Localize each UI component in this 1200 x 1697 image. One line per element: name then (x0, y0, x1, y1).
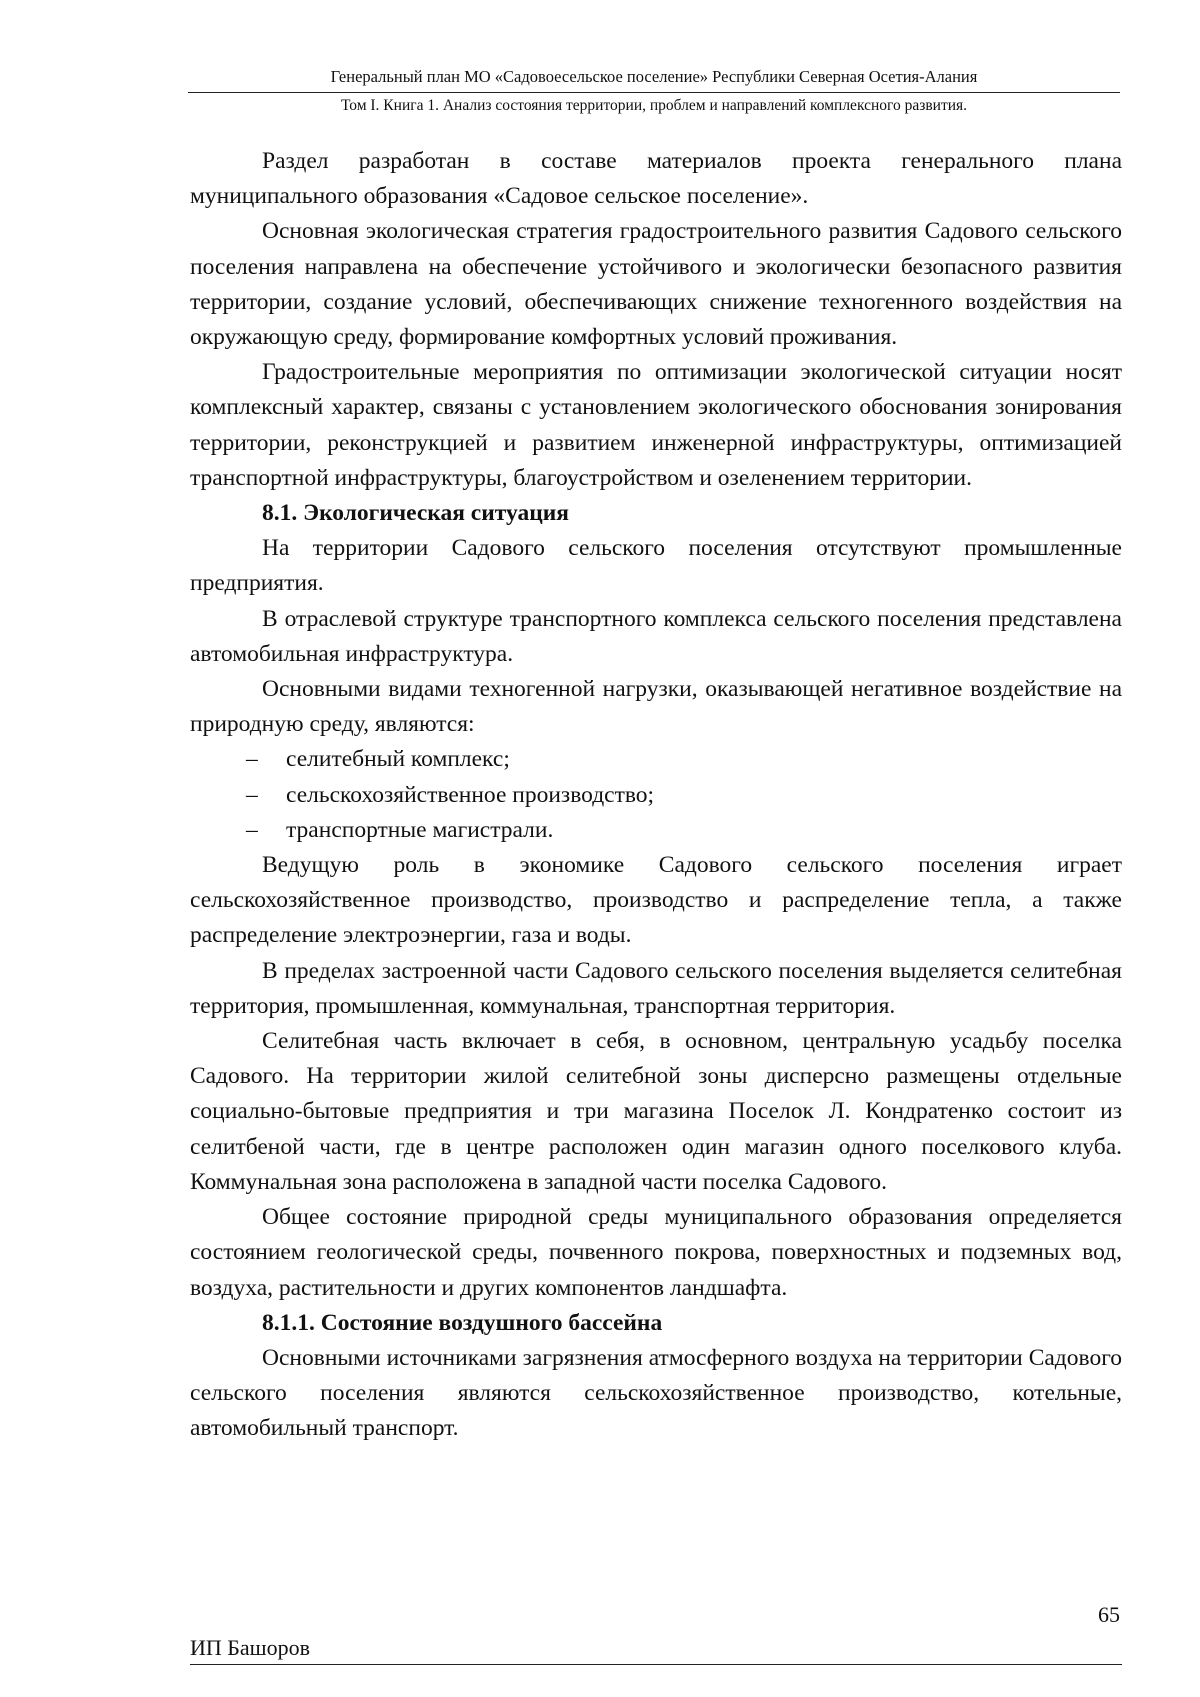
list-item-text: селитебный комплекс; (286, 746, 510, 773)
header-divider (188, 92, 1120, 93)
list-marker: – (246, 746, 258, 773)
bullet-list (190, 742, 1122, 848)
list-item-text: транспортные магистрали. (286, 816, 554, 843)
list-item (190, 813, 1122, 848)
section-heading: 8.1. Экологическая ситуация (262, 500, 569, 527)
running-footer (190, 1634, 1122, 1665)
page-number: 65 (1098, 1602, 1120, 1627)
paragraph: Основными видами техногенной нагрузки, оказывающей негативное воздействие на природную среду, являются: (190, 676, 1122, 738)
list-marker: – (246, 816, 258, 843)
subsection-heading: 8.1.1. Состояние воздушного бассейна (262, 1309, 663, 1336)
paragraph: Градостроительные мероприятия по оптимизации экологической ситуации носят комплексный характер, связаны с установлением экологического обоснования зонирования территории, реконструкцией и развитием инженерной инфраструктуры, оптимизацией транспортной инфраструктуры, благоустройством и озеленением территории. (190, 359, 1122, 491)
footer-divider (190, 1664, 1122, 1665)
running-header (188, 66, 1120, 116)
paragraph: На территории Садового сельского поселения отсутствуют промышленные предприятия. (190, 535, 1122, 597)
list-marker: – (246, 781, 258, 808)
footer-author: ИП Башоров (190, 1635, 311, 1660)
header-title: Генеральный план МО «Садовоесельское поселение» Республики Северная Осетия-Алания (330, 67, 978, 86)
paragraph: Селитебная часть включает в себя, в основном, центральную усадьбу поселка Садового. На территории жилой селитебной зоны дисперсно размещены отдельные социально-бытовые предприятия и три магазина Поселок Л. Кондратенко состоит из селитбеной части, где в центре расположен один магазин одного поселкового клуба. Коммунальная зона расположена в западной части поселка Садового. (190, 1028, 1122, 1195)
paragraph: В пределах застроенной части Садового сельского поселения выделяется селитебная территория, промышленная, коммунальная, транспортная территория. (190, 957, 1122, 1019)
paragraph: Ведущую роль в экономике Садового сельского поселения играет сельскохозяйственное производство, производство и распределение тепла, а также распределение электроэнергии, газа и воды. (190, 852, 1122, 949)
list-item (190, 778, 1122, 813)
header-subtitle: Том I. Книга 1. Анализ состояния территории, проблем и направлений комплексного развития. (340, 97, 968, 114)
paragraph: Общее состояние природной среды муниципального образования определяется состоянием геологической среды, почвенного покрова, поверхностных и подземных вод, воздуха, растительности и других компонентов ландшафта. (190, 1204, 1122, 1301)
list-item-text: сельскохозяйственное производство; (286, 781, 655, 808)
paragraph: Основная экологическая стратегия градостроительного развития Садового сельского поселения направлена на обеспечение устойчивого и экологически безопасного развития территории, создание условий, обеспечивающих снижение техногенного воздействия на окружающую среду, формирование комфортных условий проживания. (190, 218, 1122, 351)
paragraph: Раздел разработан в составе материалов проекта генерального плана муниципального образования «Садовое сельское поселение». (190, 148, 1122, 210)
paragraph: Основными источниками загрязнения атмосферного воздуха на территории Садового сельского поселения являются сельскохозяйственное производство, котельные, автомобильный транспорт. (190, 1344, 1122, 1442)
document-body (190, 144, 1122, 1447)
paragraph: В отраслевой структуре транспортного комплекса сельского поселения представлена автомобильная инфраструктура. (190, 605, 1122, 667)
list-item (190, 742, 1122, 777)
